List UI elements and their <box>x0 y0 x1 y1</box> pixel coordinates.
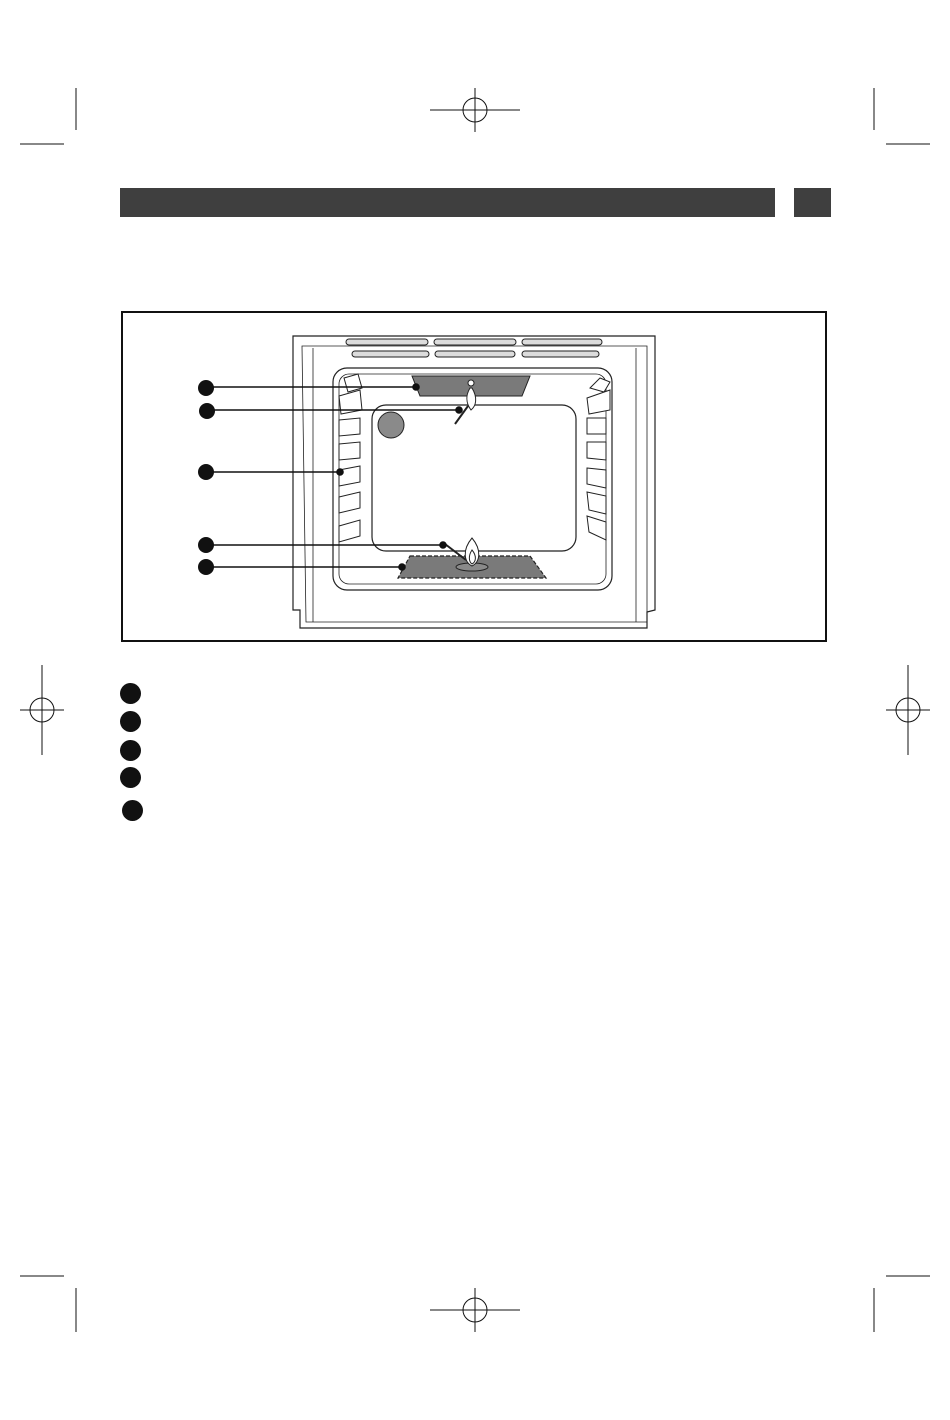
leader-lines <box>207 384 462 570</box>
right-shelf-supports <box>587 378 610 540</box>
thermostat-probe <box>378 412 404 438</box>
diagram-callout-5 <box>198 559 214 575</box>
top-vents <box>346 339 602 357</box>
legend-item-3 <box>120 739 153 761</box>
diagram-callout-1 <box>198 380 214 396</box>
diagram-callout-3 <box>198 464 214 480</box>
diagram-callout-2 <box>199 403 215 419</box>
diagram-callout-4 <box>198 537 214 553</box>
legend-bullet <box>120 711 141 732</box>
legend-bullet <box>120 740 141 761</box>
legend-bullet <box>120 683 141 704</box>
legend-item-2 <box>120 710 153 732</box>
legend-bullet <box>122 800 143 821</box>
legend-item-4 <box>120 766 153 788</box>
diagram-callout-markers <box>198 380 215 575</box>
legend-item-5 <box>122 799 155 821</box>
left-shelf-supports <box>339 374 362 542</box>
legend-bullet <box>120 767 141 788</box>
legend-item-1 <box>120 682 153 704</box>
